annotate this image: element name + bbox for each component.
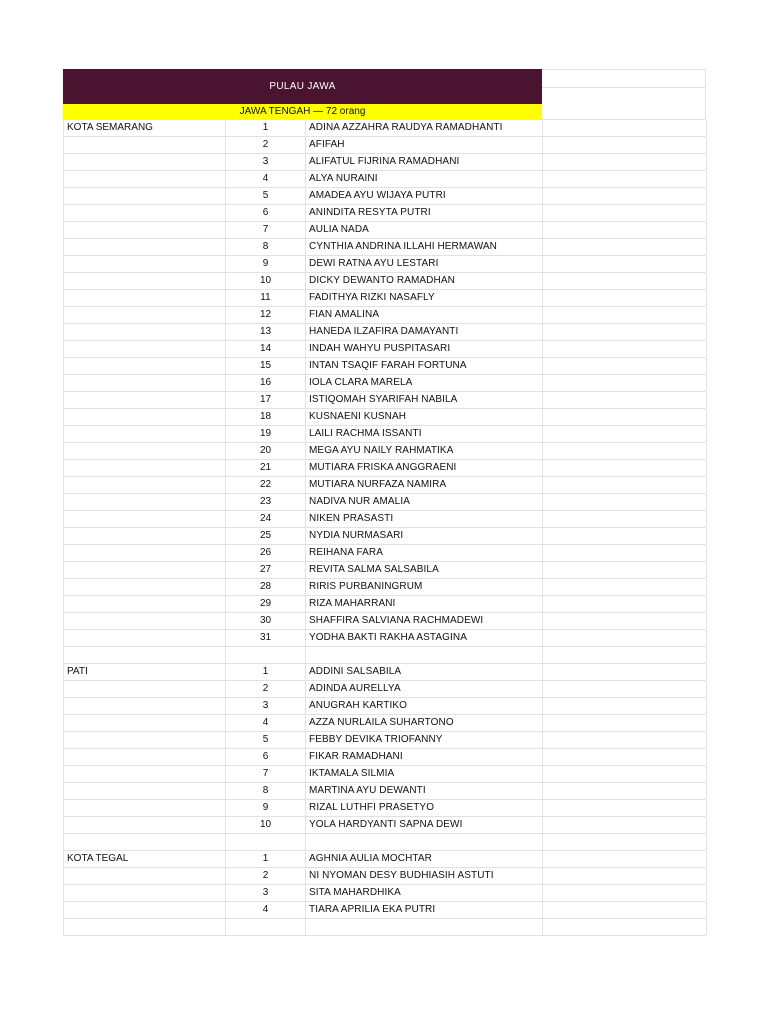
- table-row: [64, 749, 706, 766]
- extra-cell: [543, 766, 707, 782]
- blank-row: [64, 919, 706, 936]
- region-cell: [64, 273, 226, 289]
- student-name: ANINDITA RESYTA PUTRI: [306, 205, 543, 221]
- row-number: 8: [226, 783, 306, 799]
- region-cell: [64, 766, 226, 782]
- region-cell: [64, 579, 226, 595]
- table-row: [64, 358, 706, 375]
- table-body: [63, 120, 706, 936]
- extra-cell: [543, 664, 707, 680]
- row-number: 13: [226, 324, 306, 340]
- row-number: 4: [226, 902, 306, 918]
- table-row: [64, 715, 706, 732]
- student-name: RIRIS PURBANINGRUM: [306, 579, 543, 595]
- extra-cell: [543, 834, 707, 850]
- table-row: [64, 426, 706, 443]
- region-cell: [64, 528, 226, 544]
- extra-cell: [543, 902, 707, 918]
- region-cell: [64, 885, 226, 901]
- student-name: AULIA NADA: [306, 222, 543, 238]
- blank-row: [64, 647, 706, 664]
- extra-cell: [543, 460, 707, 476]
- extra-cell: [543, 290, 707, 306]
- student-name: ANUGRAH KARTIKO: [306, 698, 543, 714]
- extra-cell: [543, 341, 707, 357]
- student-name: MUTIARA NURFAZA NAMIRA: [306, 477, 543, 493]
- student-name: ADDINI SALSABILA: [306, 664, 543, 680]
- region-cell: [64, 562, 226, 578]
- region-cell: [64, 715, 226, 731]
- region-cell: [64, 868, 226, 884]
- region-cell: [64, 171, 226, 187]
- region-label: KOTA SEMARANG: [64, 120, 226, 136]
- row-number: 3: [226, 698, 306, 714]
- region-cell: [64, 545, 226, 561]
- extra-cell: [543, 749, 707, 765]
- row-number: 24: [226, 511, 306, 527]
- table-row: [64, 154, 706, 171]
- region-cell: [64, 426, 226, 442]
- extra-cell: [543, 647, 707, 663]
- row-number: 18: [226, 409, 306, 425]
- student-name: DICKY DEWANTO RAMADHAN: [306, 273, 543, 289]
- table-row: [64, 443, 706, 460]
- student-name: REIHANA FARA: [306, 545, 543, 561]
- region-cell: [64, 409, 226, 425]
- extra-cell: [543, 494, 707, 510]
- table-row: [64, 596, 706, 613]
- extra-cell: [543, 715, 707, 731]
- table-row: [64, 783, 706, 800]
- row-number: 19: [226, 426, 306, 442]
- table-row: [64, 851, 706, 868]
- row-number: 6: [226, 749, 306, 765]
- student-name: YODHA BAKTI RAKHA ASTAGINA: [306, 630, 543, 646]
- student-name: RIZA MAHARRANI: [306, 596, 543, 612]
- extra-cell: [543, 205, 707, 221]
- row-number: 30: [226, 613, 306, 629]
- student-name: MUTIARA FRISKA ANGGRAENI: [306, 460, 543, 476]
- region-cell: [64, 732, 226, 748]
- student-name: ADINDA AURELLYA: [306, 681, 543, 697]
- extra-cell: [543, 239, 707, 255]
- extra-cell: [543, 783, 707, 799]
- region-cell: [64, 834, 226, 850]
- region-cell: [64, 817, 226, 833]
- extra-cell: [543, 188, 707, 204]
- region-cell: [64, 681, 226, 697]
- student-name: IKTAMALA SILMIA: [306, 766, 543, 782]
- row-number: 4: [226, 715, 306, 731]
- table-row: [64, 205, 706, 222]
- region-cell: [64, 749, 226, 765]
- extra-cell: [543, 885, 707, 901]
- table-row: [64, 868, 706, 885]
- student-name: ADINA AZZAHRA RAUDYA RAMADHANTI: [306, 120, 543, 136]
- student-name: FEBBY DEVIKA TRIOFANNY: [306, 732, 543, 748]
- extra-cell: [543, 528, 707, 544]
- row-number: 28: [226, 579, 306, 595]
- row-number: 9: [226, 256, 306, 272]
- table-row: [64, 664, 706, 681]
- row-number: 2: [226, 137, 306, 153]
- extra-cell: [543, 630, 707, 646]
- subtitle-blank-cell: [542, 104, 706, 120]
- extra-cell: [543, 851, 707, 867]
- extra-cell: [543, 324, 707, 340]
- extra-cell: [543, 409, 707, 425]
- row-number: 1: [226, 664, 306, 680]
- table-row: [64, 324, 706, 341]
- table-row: [64, 817, 706, 834]
- row-number: 7: [226, 222, 306, 238]
- table-row: [64, 562, 706, 579]
- row-number: 16: [226, 375, 306, 391]
- table-row: [64, 630, 706, 647]
- extra-cell: [543, 120, 707, 136]
- student-name: SHAFFIRA SALVIANA RACHMADEWI: [306, 613, 543, 629]
- student-name: MEGA AYU NAILY RAHMATIKA: [306, 443, 543, 459]
- region-cell: [64, 324, 226, 340]
- student-name: TIARA APRILIA EKA PUTRI: [306, 902, 543, 918]
- region-label: PATI: [64, 664, 226, 680]
- row-number: 20: [226, 443, 306, 459]
- region-label: KOTA TEGAL: [64, 851, 226, 867]
- row-number: 2: [226, 681, 306, 697]
- table-row: [64, 341, 706, 358]
- region-cell: [64, 290, 226, 306]
- student-name: AGHNIA AULIA MOCHTAR: [306, 851, 543, 867]
- student-name: MARTINA AYU DEWANTI: [306, 783, 543, 799]
- extra-cell: [543, 800, 707, 816]
- extra-cell: [543, 579, 707, 595]
- extra-cell: [543, 358, 707, 374]
- row-number: 5: [226, 732, 306, 748]
- row-number: 22: [226, 477, 306, 493]
- student-name: ALYA NURAINI: [306, 171, 543, 187]
- row-number: 1: [226, 120, 306, 136]
- table-row: [64, 460, 706, 477]
- student-name: INTAN TSAQIF FARAH FORTUNA: [306, 358, 543, 374]
- region-cell: [64, 477, 226, 493]
- row-number: 9: [226, 800, 306, 816]
- student-name: NADIVA NUR AMALIA: [306, 494, 543, 510]
- extra-cell: [543, 596, 707, 612]
- extra-cell: [543, 732, 707, 748]
- number-cell: [226, 919, 306, 935]
- student-name: SITA MAHARDHIKA: [306, 885, 543, 901]
- table-row: [64, 494, 706, 511]
- extra-cell: [543, 392, 707, 408]
- region-cell: [64, 154, 226, 170]
- row-number: 29: [226, 596, 306, 612]
- table-row: [64, 902, 706, 919]
- student-name: HANEDA ILZAFIRA DAMAYANTI: [306, 324, 543, 340]
- region-cell: [64, 375, 226, 391]
- table-row: [64, 732, 706, 749]
- student-name: ALIFATUL FIJRINA RAMADHANI: [306, 154, 543, 170]
- extra-cell: [543, 698, 707, 714]
- extra-cell: [543, 919, 707, 935]
- table-row: [64, 392, 706, 409]
- extra-cell: [543, 477, 707, 493]
- student-name: FADITHYA RIZKI NASAFLY: [306, 290, 543, 306]
- table-row: [64, 545, 706, 562]
- extra-cell: [543, 443, 707, 459]
- row-number: 4: [226, 171, 306, 187]
- name-cell: [306, 834, 543, 850]
- student-name: NIKEN PRASASTI: [306, 511, 543, 527]
- table-row: [64, 273, 706, 290]
- blank-row: [64, 834, 706, 851]
- region-cell: [64, 205, 226, 221]
- row-number: 10: [226, 817, 306, 833]
- student-name: AFIFAH: [306, 137, 543, 153]
- student-name: CYNTHIA ANDRINA ILLAHI HERMAWAN: [306, 239, 543, 255]
- extra-cell: [543, 273, 707, 289]
- region-cell: [64, 596, 226, 612]
- region-cell: [64, 511, 226, 527]
- row-number: 2: [226, 868, 306, 884]
- table-row: [64, 885, 706, 902]
- title-blank-cell: [542, 69, 706, 104]
- student-name: FIAN AMALINA: [306, 307, 543, 323]
- region-cell: [64, 800, 226, 816]
- table-row: [64, 188, 706, 205]
- region-cell: [64, 647, 226, 663]
- region-cell: [64, 341, 226, 357]
- extra-cell: [543, 375, 707, 391]
- name-cell: [306, 647, 543, 663]
- table-row: [64, 307, 706, 324]
- extra-cell: [543, 137, 707, 153]
- extra-cell: [543, 613, 707, 629]
- table-row: [64, 171, 706, 188]
- row-number: 25: [226, 528, 306, 544]
- row-number: 12: [226, 307, 306, 323]
- region-cell: [64, 902, 226, 918]
- row-number: 31: [226, 630, 306, 646]
- extra-cell: [543, 154, 707, 170]
- table-row: [64, 681, 706, 698]
- row-number: 8: [226, 239, 306, 255]
- student-name: LAILI RACHMA ISSANTI: [306, 426, 543, 442]
- extra-cell: [543, 222, 707, 238]
- table-row: [64, 256, 706, 273]
- region-cell: [64, 222, 226, 238]
- table-row: [64, 290, 706, 307]
- student-name: ISTIQOMAH SYARIFAH NABILA: [306, 392, 543, 408]
- row-number: 10: [226, 273, 306, 289]
- region-cell: [64, 188, 226, 204]
- region-cell: [64, 358, 226, 374]
- sheet-subtitle: JAWA TENGAH — 72 orang: [63, 104, 542, 120]
- extra-cell: [543, 681, 707, 697]
- student-name: NYDIA NURMASARI: [306, 528, 543, 544]
- row-number: 27: [226, 562, 306, 578]
- row-number: 7: [226, 766, 306, 782]
- extra-cell: [543, 171, 707, 187]
- student-name: KUSNAENI KUSNAH: [306, 409, 543, 425]
- extra-cell: [543, 562, 707, 578]
- extra-cell: [543, 426, 707, 442]
- name-cell: [306, 919, 543, 935]
- region-cell: [64, 256, 226, 272]
- row-number: 3: [226, 885, 306, 901]
- row-number: 3: [226, 154, 306, 170]
- region-cell: [64, 630, 226, 646]
- table-row: [64, 477, 706, 494]
- row-number: 6: [226, 205, 306, 221]
- region-cell: [64, 494, 226, 510]
- table-row: [64, 222, 706, 239]
- region-cell: [64, 783, 226, 799]
- number-cell: [226, 647, 306, 663]
- region-cell: [64, 392, 226, 408]
- student-name: FIKAR RAMADHANI: [306, 749, 543, 765]
- row-number: 21: [226, 460, 306, 476]
- table-row: [64, 579, 706, 596]
- table-row: [64, 528, 706, 545]
- region-cell: [64, 613, 226, 629]
- row-number: 14: [226, 341, 306, 357]
- region-cell: [64, 137, 226, 153]
- student-name: RIZAL LUTHFI PRASETYO: [306, 800, 543, 816]
- extra-cell: [543, 817, 707, 833]
- student-name: NI NYOMAN DESY BUDHIASIH ASTUTI: [306, 868, 543, 884]
- student-name: YOLA HARDYANTI SAPNA DEWI: [306, 817, 543, 833]
- table-row: [64, 511, 706, 528]
- row-number: 15: [226, 358, 306, 374]
- table-row: [64, 375, 706, 392]
- extra-cell: [543, 868, 707, 884]
- table-row: [64, 766, 706, 783]
- extra-cell: [543, 307, 707, 323]
- row-number: 23: [226, 494, 306, 510]
- number-cell: [226, 834, 306, 850]
- region-cell: [64, 443, 226, 459]
- sheet-title: PULAU JAWA: [63, 69, 542, 104]
- region-cell: [64, 307, 226, 323]
- student-name: AZZA NURLAILA SUHARTONO: [306, 715, 543, 731]
- row-number: 26: [226, 545, 306, 561]
- region-cell: [64, 460, 226, 476]
- row-number: 1: [226, 851, 306, 867]
- table-row: [64, 800, 706, 817]
- row-number: 17: [226, 392, 306, 408]
- student-name: AMADEA AYU WIJAYA PUTRI: [306, 188, 543, 204]
- table-row: [64, 137, 706, 154]
- row-number: 5: [226, 188, 306, 204]
- student-name: INDAH WAHYU PUSPITASARI: [306, 341, 543, 357]
- table-row: [64, 613, 706, 630]
- extra-cell: [543, 511, 707, 527]
- student-name: REVITA SALMA SALSABILA: [306, 562, 543, 578]
- region-cell: [64, 698, 226, 714]
- extra-cell: [543, 545, 707, 561]
- table-row: [64, 698, 706, 715]
- student-name: IOLA CLARA MARELA: [306, 375, 543, 391]
- table-row: [64, 239, 706, 256]
- row-number: 11: [226, 290, 306, 306]
- region-cell: [64, 919, 226, 935]
- region-cell: [64, 239, 226, 255]
- extra-cell: [543, 256, 707, 272]
- table-row: [64, 120, 706, 137]
- table-row: [64, 409, 706, 426]
- student-name: DEWI RATNA AYU LESTARI: [306, 256, 543, 272]
